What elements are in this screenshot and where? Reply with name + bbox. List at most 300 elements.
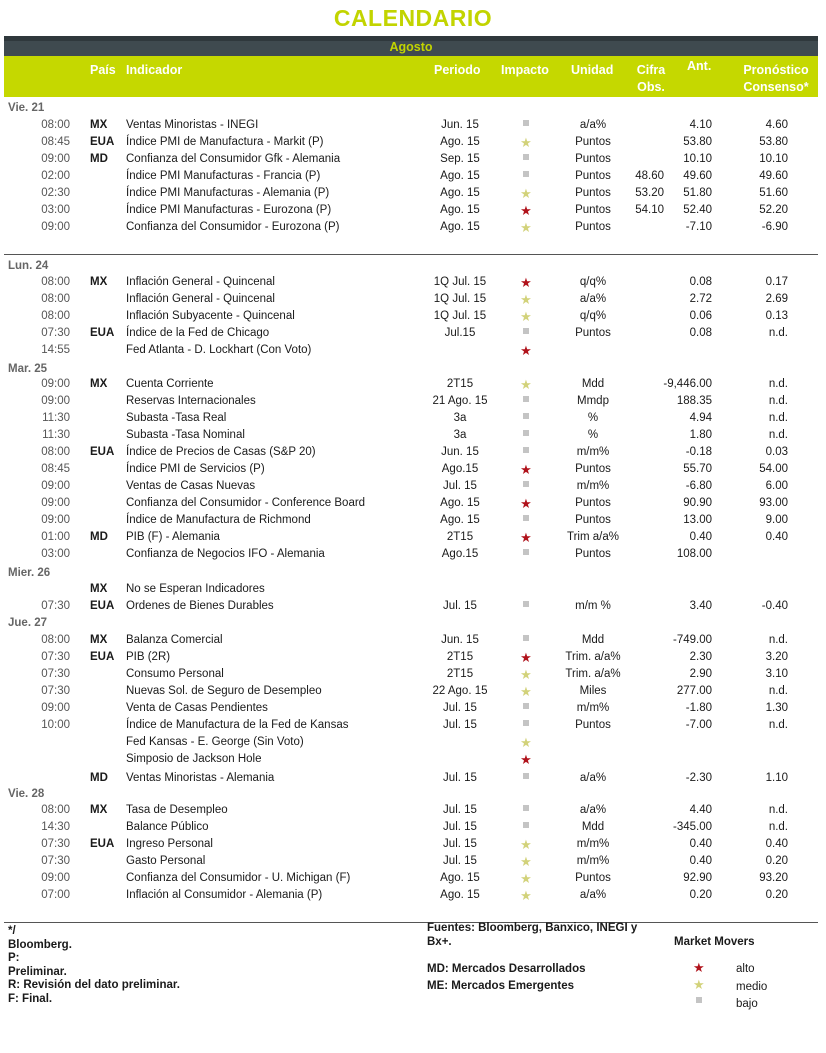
header-periodo: Periodo [434,63,481,77]
time-cell: 09:00 [41,514,70,526]
impact-high-star-icon: ★ [520,530,532,545]
table-row [0,219,826,236]
unit-cell: Puntos [575,548,611,560]
unit-cell: Miles [579,685,607,697]
indicator-cell: Reservas Internacionales [126,395,256,407]
previous-cell: 188.35 [676,395,712,407]
table-row [0,461,826,478]
forecast-cell: n.d. [768,634,788,646]
previous-cell: -1.80 [685,702,712,714]
impact-low-square-icon [518,598,534,615]
day-label: Jue. 27 [8,617,47,629]
previous-cell: 2.72 [689,293,712,305]
previous-cell: 92.90 [683,872,712,884]
indicator-cell: Fed Kansas - E. George (Sin Voto) [126,736,304,748]
impact-high-star-icon: ★ [520,203,532,218]
legend-high-label: alto [736,963,755,975]
impact-high-star-icon: ★ [520,650,532,665]
impact-high-star-icon: ★ [520,462,532,477]
indicator-cell: Nuevas Sol. de Seguro de Desempleo [126,685,322,697]
impact-medium-star-icon: ★ [520,888,532,903]
country-cell: MX [90,119,108,131]
indicator-cell: Confianza del Consumidor - Conference Board [126,497,366,509]
time-cell: 07:30 [41,668,70,680]
unit-cell: m/m% [576,855,610,867]
forecast-cell: 0.20 [765,889,788,901]
legend-medium-icon: ★ [693,977,705,992]
impact-low-square-icon [518,819,534,836]
previous-cell: 10.10 [683,153,712,165]
period-cell: 2T15 [446,651,474,663]
legend-title: Market Movers [674,936,755,948]
table-row [0,598,826,615]
country-cell: EUA [90,600,115,612]
time-cell: 07:30 [41,600,70,612]
previous-cell: -2.30 [685,772,712,784]
table-row [0,478,826,495]
impact-low-square-icon [518,700,534,717]
indicator-cell: No se Esperan Indicadores [126,583,265,595]
impact-high-star-icon: ★ [520,275,532,290]
country-cell: EUA [90,327,115,339]
time-cell: 08:00 [41,293,70,305]
period-cell: Jul. 15 [443,804,477,816]
previous-cell: 0.06 [689,310,712,322]
day-label: Lun. 24 [8,260,49,272]
previous-cell: -7.10 [685,221,712,233]
unit-cell: Puntos [575,463,611,475]
forecast-cell: 1.10 [765,772,788,784]
forecast-cell: n.d. [768,412,788,424]
table-row [0,700,826,717]
forecast-cell: 93.20 [759,872,788,884]
period-cell: Sep. 15 [440,153,480,165]
country-cell: MX [90,804,108,816]
indicator-cell: Inflación General - Quincenal [126,276,275,288]
header-pais: País [90,63,116,77]
previous-cell: 2.90 [689,668,712,680]
note-line: Bloomberg. [8,938,72,951]
indicator-cell: Ordenes de Bienes Durables [126,600,274,612]
table-row [0,185,826,202]
indicator-cell: Gasto Personal [126,855,206,867]
time-cell: 09:00 [41,221,70,233]
table-row [0,325,826,342]
period-cell: Jun. 15 [441,634,479,646]
indicator-cell: Balanza Comercial [126,634,223,646]
sources-line2: Bx+. [427,935,452,948]
previous-cell: 51.80 [683,187,712,199]
period-cell: 1Q Jul. 15 [433,293,487,305]
previous-cell: 4.40 [689,804,712,816]
period-cell: 3a [453,412,467,424]
unit-cell: m/m% [576,702,610,714]
impact-low-square-icon [518,478,534,495]
period-cell: Ago. 15 [440,221,480,233]
period-cell: Jul. 15 [443,838,477,850]
table-row [0,751,826,768]
sources-line1: Fuentes: Bloomberg, Banxico, INEGI y [427,922,638,934]
day-label: Vie. 21 [8,102,45,114]
time-cell: 08:00 [41,804,70,816]
time-cell: 09:00 [41,497,70,509]
indicator-cell: Confianza del Consumidor - Eurozona (P) [126,221,340,233]
time-cell: 08:00 [41,634,70,646]
unit-cell: Puntos [575,221,611,233]
header-pronostico-line2: Consenso* [743,80,809,94]
header-ant: Ant. [687,59,712,73]
table-row [0,444,826,461]
unit-cell: a/a% [579,293,607,305]
unit-cell: Puntos [575,872,611,884]
previous-cell: 0.40 [689,531,712,543]
unit-cell: Puntos [575,136,611,148]
time-cell: 07:30 [41,838,70,850]
period-cell: 2T15 [446,531,474,543]
forecast-cell: 0.20 [765,855,788,867]
day-label: Vie. 28 [8,788,45,800]
legend-low-icon [696,996,702,1008]
impact-medium-star-icon: ★ [520,292,532,307]
period-cell: Jun. 15 [441,446,479,458]
forecast-cell: n.d. [768,378,788,390]
indicator-cell: Venta de Casas Pendientes [126,702,268,714]
impact-low-square-icon [518,632,534,649]
unit-cell: Mdd [581,634,605,646]
indicator-cell: Índice PMI de Manufactura - Markit (P) [126,136,324,148]
previous-cell: 4.10 [689,119,712,131]
time-cell: 11:30 [42,412,70,424]
country-cell: EUA [90,651,115,663]
unit-cell: m/m% [576,480,610,492]
impact-low-square-icon [518,117,534,134]
unit-cell: Puntos [575,327,611,339]
previous-cell: -0.18 [685,446,712,458]
time-cell: 10:00 [41,719,70,731]
forecast-cell: n.d. [768,719,788,731]
indicator-cell: Índice de Precios de Casas (S&P 20) [126,446,316,458]
impact-high-star-icon: ★ [520,752,532,767]
table-row [0,819,826,836]
indicator-cell: Índice PMI Manufacturas - Eurozona (P) [126,204,332,216]
unit-cell: Puntos [575,170,611,182]
previous-cell: 0.08 [689,276,712,288]
time-cell: 07:00 [41,889,70,901]
unit-cell: % [587,412,599,424]
note-line: */ [8,925,16,937]
previous-cell: 52.40 [683,204,712,216]
indicator-cell: Ingreso Personal [126,838,213,850]
time-cell: 09:00 [41,480,70,492]
period-cell: Ago. 15 [440,170,480,182]
previous-cell: 0.40 [689,855,712,867]
impact-medium-star-icon: ★ [520,667,532,682]
previous-cell: 2.30 [689,651,712,663]
unit-cell: m/m% [576,446,610,458]
table-row [0,581,826,598]
time-cell: 09:00 [41,153,70,165]
unit-cell: a/a% [579,772,607,784]
time-cell: 08:00 [41,276,70,288]
country-cell: MX [90,634,108,646]
period-cell: Ago.15 [441,548,479,560]
period-cell: Jul. 15 [443,600,477,612]
table-row [0,202,826,219]
indicator-cell: Índice de Manufactura de la Fed de Kansas [126,719,349,731]
unit-cell: q/q% [579,310,607,322]
impact-high-star-icon: ★ [520,343,532,358]
unit-cell: Puntos [575,514,611,526]
impact-low-square-icon [518,325,534,342]
time-cell: 08:45 [41,463,70,475]
unit-cell: Trim a/a% [567,531,619,543]
indicator-cell: Fed Atlanta - D. Lockhart (Con Voto) [126,344,312,356]
header-cifra-line2: Obs. [637,80,665,94]
forecast-cell: 6.00 [765,480,788,492]
table-row [0,376,826,393]
table-row [0,342,826,359]
forecast-cell: 9.00 [765,514,788,526]
table-row [0,393,826,410]
impact-medium-star-icon: ★ [520,837,532,852]
forecast-cell: n.d. [768,685,788,697]
previous-cell: -6.80 [685,480,712,492]
impact-low-square-icon [518,168,534,185]
impact-low-square-icon [518,444,534,461]
previous-cell: 49.60 [683,170,712,182]
indicator-cell: Inflación al Consumidor - Alemania (P) [126,889,323,901]
legend-low-label: bajo [736,998,758,1010]
table-row [0,632,826,649]
time-cell: 07:30 [41,855,70,867]
page-title: CALENDARIO [333,5,493,31]
unit-cell: Puntos [575,719,611,731]
table-row [0,117,826,134]
previous-cell: 0.08 [689,327,712,339]
unit-cell: a/a% [579,119,607,131]
day-label: Mier. 26 [8,567,51,579]
previous-cell: -749.00 [672,634,712,646]
table-row [0,151,826,168]
footer-md-note: MD: Mercados Desarrollados [427,963,586,975]
header-indicador: Indicador [126,63,183,77]
table-row [0,512,826,529]
time-cell: 02:00 [41,170,70,182]
table-row [0,717,826,734]
period-cell: Ago.15 [441,463,479,475]
unit-cell: % [587,429,599,441]
forecast-cell: 1.30 [765,702,788,714]
country-cell: MD [90,531,108,543]
time-cell: 07:30 [41,651,70,663]
forecast-cell: 0.40 [765,531,788,543]
table-row [0,870,826,887]
time-cell: 14:30 [41,821,70,833]
footer-sources [427,922,637,949]
country-cell: EUA [90,136,115,148]
period-cell: Jun. 15 [441,119,479,131]
period-cell: Ago. 15 [440,872,480,884]
forecast-cell: n.d. [768,804,788,816]
table-row [0,836,826,853]
table-row [0,666,826,683]
note-line: P: [8,952,20,964]
indicator-cell: Ventas Minoristas - INEGI [126,119,259,131]
period-cell: Ago. 15 [440,187,480,199]
indicator-cell: Ventas de Casas Nuevas [126,480,256,492]
period-cell: 2T15 [446,668,474,680]
previous-cell: 108.00 [676,548,712,560]
indicator-cell: Inflación Subyacente - Quincenal [126,310,295,322]
table-row [0,134,826,151]
forecast-cell: 49.60 [759,170,788,182]
impact-low-square-icon [518,770,534,787]
legend-medium-label: medio [736,981,768,993]
period-cell: 1Q Jul. 15 [433,310,487,322]
previous-cell: 55.70 [683,463,712,475]
header-impacto: Impacto [501,63,549,77]
forecast-cell: 52.20 [759,204,788,216]
impact-low-square-icon [518,151,534,168]
period-cell: 2T15 [446,378,474,390]
impact-low-square-icon [518,802,534,819]
table-row [0,734,826,751]
table-row [0,308,826,325]
previous-cell: 1.80 [689,429,712,441]
period-cell: Jul. 15 [443,480,477,492]
period-cell: Jul. 15 [443,719,477,731]
table-row [0,887,826,904]
previous-cell: -7.00 [685,719,712,731]
time-cell: 01:00 [41,531,70,543]
previous-cell: 4.94 [689,412,712,424]
indicator-cell: Tasa de Desempleo [126,804,228,816]
table-row [0,802,826,819]
time-cell: 07:30 [41,685,70,697]
unit-cell: Trim. a/a% [565,651,621,663]
note-line: R: Revisión del dato preliminar. [8,979,180,991]
country-cell: EUA [90,838,115,850]
time-cell: 09:00 [41,872,70,884]
unit-cell: Puntos [575,497,611,509]
indicator-cell: Índice de la Fed de Chicago [126,327,270,339]
indicator-cell: Ventas Minoristas - Alemania [126,772,275,784]
table-row [0,649,826,666]
forecast-cell: n.d. [768,821,788,833]
indicator-cell: Subasta -Tasa Real [126,412,227,424]
table-row [0,427,826,444]
unit-cell: m/m% [576,838,610,850]
indicator-cell: Simposio de Jackson Hole [126,753,262,765]
table-row [0,410,826,427]
forecast-cell: 3.10 [765,668,788,680]
forecast-cell: 2.69 [765,293,788,305]
time-cell: 03:00 [41,548,70,560]
forecast-cell: 4.60 [765,119,788,131]
period-cell: Jul. 15 [443,855,477,867]
period-cell: 22 Ago. 15 [432,685,488,697]
forecast-cell: 0.13 [765,310,788,322]
indicator-cell: Consumo Personal [126,668,224,680]
previous-cell: 3.40 [689,600,712,612]
impact-medium-star-icon: ★ [520,309,532,324]
previous-cell: 0.40 [689,838,712,850]
forecast-cell: 3.20 [765,651,788,663]
unit-cell: Mdd [581,821,605,833]
table-row [0,683,826,700]
month-label: Agosto [389,40,433,54]
forecast-cell: n.d. [768,327,788,339]
time-cell: 07:30 [41,327,70,339]
header-cifra-line1: Cifra [636,63,666,77]
impact-medium-star-icon: ★ [520,377,532,392]
indicator-cell: Índice de Manufactura de Richmond [126,514,311,526]
table-row [0,546,826,563]
impact-medium-star-icon: ★ [520,135,532,150]
forecast-cell: 0.40 [765,838,788,850]
forecast-cell: n.d. [768,395,788,407]
table-row [0,770,826,787]
unit-cell: Puntos [575,153,611,165]
impact-medium-star-icon: ★ [520,220,532,235]
previous-cell: 277.00 [676,685,712,697]
indicator-cell: Confianza de Negocios IFO - Alemania [126,548,325,560]
previous-cell: 53.80 [683,136,712,148]
unit-cell: Trim. a/a% [565,668,621,680]
period-cell: Jul.15 [444,327,476,339]
previous-cell: 90.90 [683,497,712,509]
forecast-cell: 53.80 [759,136,788,148]
forecast-cell: 0.03 [765,446,788,458]
period-cell: Jul. 15 [443,821,477,833]
header-pronostico-line1: Pronóstico [743,63,809,77]
unit-cell: Puntos [575,187,611,199]
period-cell: 1Q Jul. 15 [433,276,487,288]
time-cell: 09:00 [41,378,70,390]
time-cell: 03:00 [41,204,70,216]
observed-cell: 53.20 [635,187,664,199]
impact-low-square-icon [518,717,534,734]
country-cell: MD [90,772,108,784]
impact-medium-star-icon: ★ [520,684,532,699]
time-cell: 08:00 [41,119,70,131]
country-cell: MX [90,583,108,595]
impact-low-square-icon [518,393,534,410]
impact-low-square-icon [518,546,534,563]
footer-me-note: ME: Mercados Emergentes [427,980,574,992]
observed-cell: 54.10 [635,204,664,216]
time-cell: 09:00 [41,395,70,407]
unit-cell: a/a% [579,804,607,816]
header-unidad: Unidad [571,63,614,77]
country-cell: EUA [90,446,115,458]
unit-cell: Mdd [581,378,605,390]
impact-low-square-icon [518,512,534,529]
time-cell: 08:00 [41,446,70,458]
time-cell: 14:55 [41,344,70,356]
day-label: Mar. 25 [8,363,47,375]
period-cell: 21 Ago. 15 [432,395,488,407]
forecast-cell: -0.40 [761,600,788,612]
previous-cell: 13.00 [683,514,712,526]
indicator-cell: Confianza del Consumidor - U. Michigan (F) [126,872,351,884]
indicator-cell: PIB (F) - Alemania [126,531,220,543]
forecast-cell: 10.10 [759,153,788,165]
forecast-cell: n.d. [768,429,788,441]
unit-cell: Mmdp [577,395,609,407]
table-row [0,495,826,512]
unit-cell: m/m % [575,600,611,612]
